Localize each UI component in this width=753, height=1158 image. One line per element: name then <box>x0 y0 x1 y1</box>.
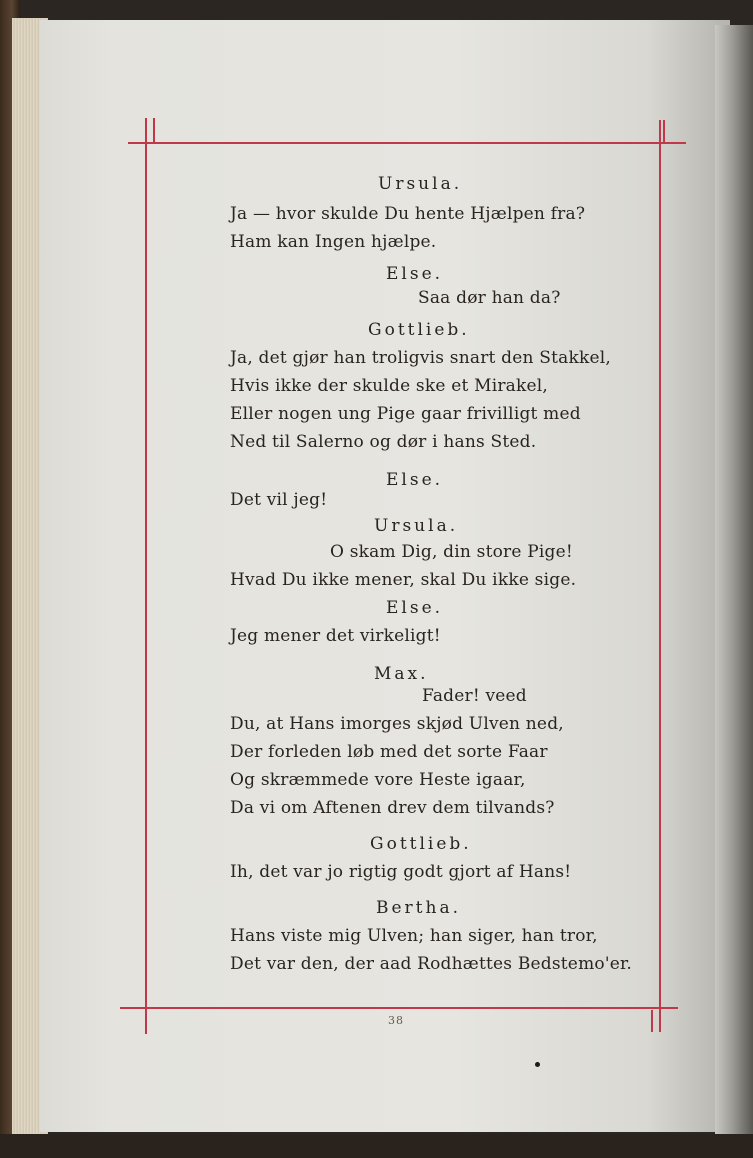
ink-spot <box>535 1062 540 1067</box>
border-rule-bottom <box>120 1007 678 1009</box>
verse-line: Da vi om Aftenen drev dem tilvands? <box>230 798 555 818</box>
verse-line: Ham kan Ingen hjælpe. <box>230 232 437 252</box>
border-rule-left <box>145 118 147 1034</box>
verse-line: Der forleden løb med det sorte Faar <box>230 742 548 762</box>
speaker-name: Gottlieb. <box>368 320 470 340</box>
verse-line: Ja — hvor skulde Du hente Hjælpen fra? <box>230 204 586 224</box>
book-gutter <box>715 25 753 1158</box>
verse-line: Hvad Du ikke mener, skal Du ikke sige. <box>230 570 577 590</box>
verse-line: Saa dør han da? <box>418 288 561 308</box>
speaker-name: Max. <box>374 664 429 684</box>
page-number: 38 <box>388 1014 404 1027</box>
verse-line: O skam Dig, din store Pige! <box>330 542 573 562</box>
border-tick-top-left <box>153 118 155 144</box>
verse-line: Ned til Salerno og dør i hans Sted. <box>230 432 537 452</box>
verse-line: Fader! veed <box>422 686 527 706</box>
speaker-name: Ursula. <box>374 516 459 536</box>
border-rule-top <box>128 142 686 144</box>
verse-line: Det var den, der aad Rodhættes Bedstemo'er. <box>230 954 633 974</box>
verse-line: Ja, det gjør han troligvis snart den Stakkel, <box>230 348 611 368</box>
verse-line: Og skræmmede vore Heste igaar, <box>230 770 526 790</box>
speaker-name: Else. <box>386 470 444 490</box>
verse-line: Du, at Hans imorges skjød Ulven ned, <box>230 714 564 734</box>
speaker-name: Else. <box>386 264 444 284</box>
speaker-name: Bertha. <box>376 898 461 918</box>
border-tick-bottom-right <box>651 1010 653 1032</box>
verse-line: Det vil jeg! <box>230 490 328 510</box>
speaker-name: Ursula. <box>378 174 463 194</box>
table-surface <box>0 1134 753 1158</box>
verse-line: Ih, det var jo rigtig godt gjort af Hans! <box>230 862 572 882</box>
verse-line: Hvis ikke der skulde ske et Mirakel, <box>230 376 549 396</box>
border-rule-right <box>659 120 661 1032</box>
speaker-name: Gottlieb. <box>370 834 472 854</box>
verse-line: Hans viste mig Ulven; han siger, han tror, <box>230 926 598 946</box>
speaker-name: Else. <box>386 598 444 618</box>
verse-line: Eller nogen ung Pige gaar frivilligt med <box>230 404 581 424</box>
border-tick-top-right <box>663 120 665 144</box>
verse-line: Jeg mener det virkeligt! <box>230 626 441 646</box>
